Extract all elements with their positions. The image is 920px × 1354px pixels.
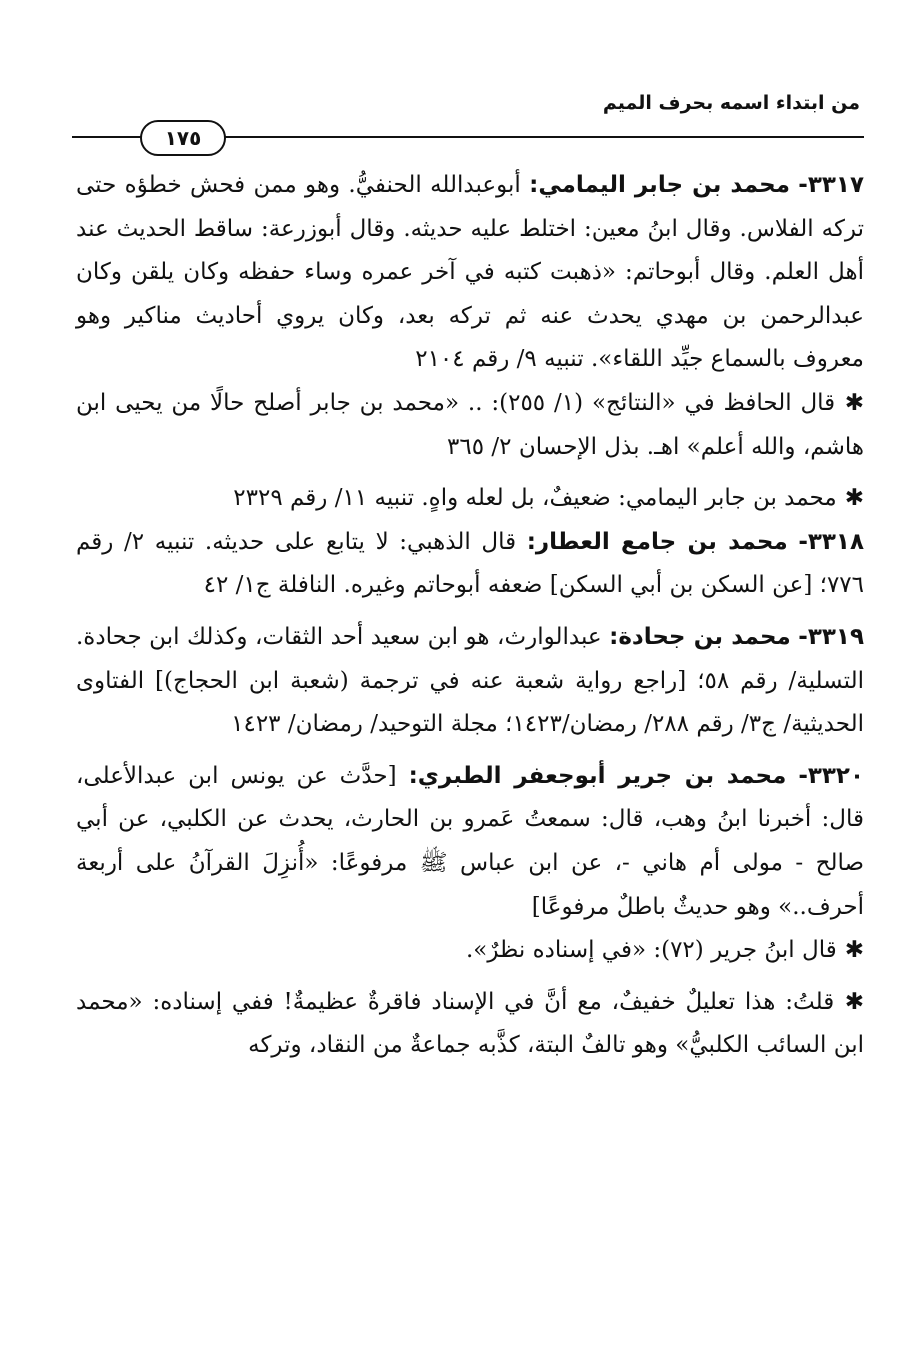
note-text: قلتُ: هذا تعليلٌ خفيفٌ، مع أنَّ في الإسناد فاقرةٌ عظيمةٌ! ففي إسناده: «محمد ابن السائب الكلبيُّ» وهو تالفٌ البتة، كذَّبه جماعةٌ من النقاد، وتركه [76, 988, 864, 1059]
note-text: محمد بن جابر اليمامي: ضعيفٌ، بل لعله واهٍ. تنبيه ١١/ رقم ٢٣٢٩ [233, 485, 837, 512]
entry-number: ٣٣٢٠- [798, 762, 865, 789]
entry-text: عبدالوارث، هو ابن سعيد أحد الثقات، وكذلك ابن جحادة. التسلية/ رقم ٥٨؛ [راجع رواية شعبة عنه في ترجمة (شعبة ابن الحجاج)] الفتاوى الحديثية/ ج٣/ رقم ٢٨٨/ رمضان/١٤٢٣؛ مجلة التوحيد/ رمضان/ ١٤٢٣ [76, 623, 864, 738]
header-rule-right [224, 136, 864, 138]
header-rule-left [72, 136, 142, 138]
entry-text: أبوعبدالله الحنفيُّ. وهو ممن فحش خطؤه حتى تركه الفلاس. وقال ابنُ معين: اختلط عليه حديثه. وقال أبوزرعة: ساقط الحديث عند أهل العلم. وقال أبوحاتم: «ذهبت كتبه في آخر عمره وساء حفظه وكان يلقن وكان عبدالرحمن بن مهدي يحدث عنه ثم تركه بعد، وكان يروي أحاديث مناكير وهو معروف بالسماع جيِّد اللقاء». تنبيه ٩/ رقم ٢١٠٤ [76, 172, 864, 373]
asterisk-icon: ✱ [834, 988, 865, 1015]
note-text: قال الحافظ في «النتائج» (١/ ٢٥٥): .. «محمد بن جابر أصلح حالًا من يحيى ابن هاشم، والله أعلم» اهـ. بذل الإحسان ٢/ ٣٦٥ [76, 389, 864, 460]
note-text: قال ابنُ جرير (٧٢): «في إسناده نظرٌ». [465, 937, 837, 964]
entry-number: ٣٣١٨- [798, 528, 865, 555]
entry-name: محمد بن جرير أبوجعفر الطبري: [408, 762, 787, 789]
asterisk-icon: ✱ [836, 485, 864, 512]
entry-note [76, 929, 864, 973]
entry-name: محمد بن جحادة: [609, 623, 791, 650]
entry-note [76, 981, 864, 1068]
entry-note [76, 382, 864, 469]
page-number-badge: ١٧٥ [140, 120, 226, 156]
page-body [76, 164, 864, 1068]
entry-3317 [76, 164, 864, 382]
asterisk-icon: ✱ [835, 389, 864, 416]
entry-number: ٣٣١٧- [798, 172, 864, 198]
running-head-title: من ابتداء اسمه بحرف الميم [602, 92, 860, 114]
entry-3319 [76, 616, 864, 747]
entry-3320 [76, 755, 864, 929]
entry-text: [حدَّث عن يونس ابن عبدالأعلى، قال: أخبرنا ابنُ وهب، قال: سمعتُ عَمرو بن الحارث، يحدث عن الكلبي، عن أبي صالح - مولى أم هاني -، عن ابن عباس ﷺ مرفوعًا: «أُنزِلَ القرآنُ على أربعة أحرف..» وهو حديثٌ باطلٌ مرفوعًا] [76, 762, 864, 920]
entry-text: قال الذهبي: لا يتابع على حديثه. تنبيه ٢/ رقم ٧٧٦؛ [عن السكن بن أبي السكن] ضعفه أبوحاتم وغيره. النافلة ج١/ ٤٢ [76, 528, 864, 599]
entry-3318 [76, 521, 864, 608]
entry-number: ٣٣١٩- [798, 623, 864, 650]
entry-note [76, 477, 864, 521]
entry-name: محمد بن جامع العطار: [526, 528, 788, 555]
asterisk-icon: ✱ [836, 937, 864, 964]
entry-name: محمد بن جابر اليمامي: [529, 172, 790, 198]
